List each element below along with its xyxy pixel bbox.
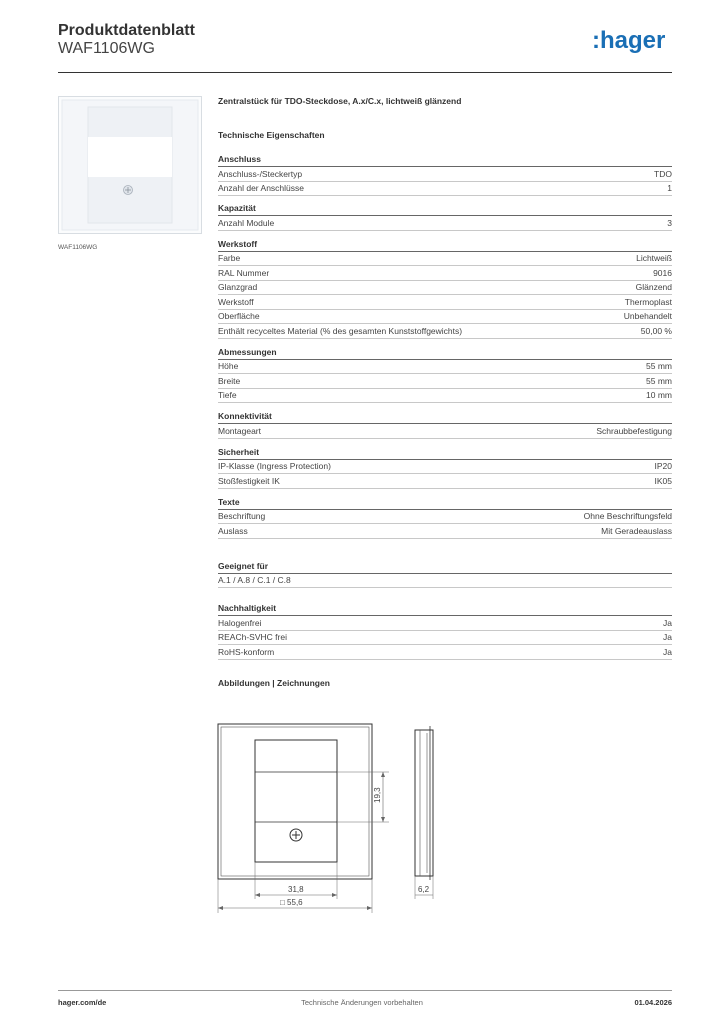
spec-label: Werkstoff (218, 296, 254, 307)
spec-value: Schraubbefestigung (596, 425, 672, 436)
spec-row (218, 216, 672, 231)
spec-value: 1 (667, 183, 672, 194)
section-title: Geeignet für (218, 561, 672, 574)
spec-value: Thermoplast (624, 296, 672, 307)
spec-label: Oberfläche (218, 311, 260, 322)
section-suitable (218, 561, 672, 589)
spec-value: IK05 (654, 475, 672, 486)
section-kapazit-t (218, 203, 672, 231)
drawings-title: Abbildungen | Zeichnungen (218, 677, 330, 688)
section-title: Sicherheit (218, 447, 672, 460)
section-title: Anschluss (218, 154, 672, 167)
section-anschluss (218, 154, 672, 196)
technical-drawing (217, 723, 447, 915)
section-title: Werkstoff (218, 239, 672, 252)
spec-value: 9016 (653, 267, 672, 278)
spec-value: IP20 (654, 461, 672, 472)
dim-outer-label: □ 55,6 (280, 898, 303, 907)
drawing-outer-frame (218, 724, 372, 879)
spec-label: Stoßfestigkeit IK (218, 475, 280, 486)
spec-label: REACh-SVHC frei (218, 632, 287, 643)
spec-row (218, 460, 672, 475)
spec-row (218, 510, 672, 525)
spec-value: TDO (654, 168, 672, 179)
spec-row (218, 474, 672, 489)
article-number: WAF1106WG (58, 40, 155, 57)
spec-row (218, 360, 672, 375)
section-konnektivit-t (218, 411, 672, 439)
spec-row (218, 389, 672, 404)
spec-value: Ja (663, 632, 672, 643)
footer-date: 01.04.2026 (634, 998, 672, 1007)
spec-label: Höhe (218, 361, 239, 372)
section-texte (218, 497, 672, 539)
dim-width-label: 31,8 (288, 885, 304, 894)
dim-height-label: 19,3 (373, 787, 382, 803)
spec-row (218, 424, 672, 439)
section-sicherheit (218, 447, 672, 489)
footer-divider (58, 990, 672, 991)
section-sustainability (218, 603, 672, 660)
section-title: Texte (218, 497, 672, 510)
hager-logo (592, 24, 674, 58)
spec-value: Ja (663, 617, 672, 628)
spec-row (218, 374, 672, 389)
dim-depth-label: 6,2 (418, 885, 430, 894)
spec-value: A.1 / A.8 / C.1 / C.8 (218, 575, 291, 586)
spec-value: 10 mm (646, 390, 672, 401)
spec-value: Unbehandelt (623, 311, 672, 322)
spec-value: 55 mm (646, 375, 672, 386)
spec-label: IP-Klasse (Ingress Protection) (218, 461, 331, 472)
tech-properties-title: Technische Eigenschaften (218, 130, 325, 140)
product-image (59, 97, 201, 233)
spec-sections (218, 154, 672, 539)
spec-label: Farbe (218, 253, 241, 264)
product-description: Zentralstück für TDO-Steckdose, A.x/C.x, lichtweiß glänzend (218, 96, 462, 106)
product-photo (58, 96, 202, 234)
footer-notice: Technische Änderungen vorbehalten (301, 998, 423, 1007)
spec-row (218, 252, 672, 267)
spec-label: Beschriftung (218, 511, 266, 522)
spec-row (218, 167, 672, 182)
header-divider (58, 72, 672, 73)
spec-row (218, 266, 672, 281)
section-werkstoff (218, 239, 672, 339)
spec-label: Anzahl der Anschlüsse (218, 183, 304, 194)
spec-label: RAL Nummer (218, 267, 270, 278)
spec-value: Glänzend (635, 282, 672, 293)
spec-content (218, 96, 672, 688)
spec-label: Breite (218, 375, 241, 386)
section-title: Kapazität (218, 203, 672, 216)
spec-row (218, 310, 672, 325)
spec-value: 3 (667, 217, 672, 228)
spec-row (218, 324, 672, 339)
spec-value: Ohne Beschriftungsfeld (583, 511, 672, 522)
spec-value: Lichtweiß (636, 253, 672, 264)
spec-row (218, 616, 672, 631)
section-title: Abmessungen (218, 347, 672, 360)
spec-row (218, 631, 672, 646)
spec-value: 55 mm (646, 361, 672, 372)
spec-value: 50,00 % (640, 325, 672, 336)
spec-label: Tiefe (218, 390, 237, 401)
drawing-central-piece (255, 740, 337, 862)
spec-row (218, 574, 672, 589)
spec-label: Enthält recyceltes Material (% des gesamten Kunststoffgewichts) (218, 325, 463, 336)
spec-label: Anschluss-/Steckertyp (218, 168, 303, 179)
spec-label: Montageart (218, 425, 261, 436)
page-title: Produktdatenblatt (58, 22, 195, 39)
spec-value: Mit Geradeauslass (601, 525, 672, 536)
spec-row (218, 295, 672, 310)
spec-value: Ja (663, 646, 672, 657)
spec-label: Auslass (218, 525, 248, 536)
spec-row (218, 182, 672, 197)
section-title: Nachhaltigkeit (218, 603, 672, 616)
spec-row (218, 281, 672, 296)
spec-label: Anzahl Module (218, 217, 275, 228)
spec-label: Halogenfrei (218, 617, 262, 628)
footer-website[interactable]: hager.com/de (58, 998, 107, 1007)
photo-caption: WAF1106WG (58, 244, 98, 251)
spec-row (218, 645, 672, 660)
section-abmessungen (218, 347, 672, 404)
spec-row (218, 524, 672, 539)
logo-text: :hager (592, 27, 666, 54)
spec-label: Glanzgrad (218, 282, 258, 293)
spec-label: RoHS-konform (218, 646, 275, 657)
drawing-inner-frame (221, 727, 369, 876)
section-title: Konnektivität (218, 411, 672, 424)
